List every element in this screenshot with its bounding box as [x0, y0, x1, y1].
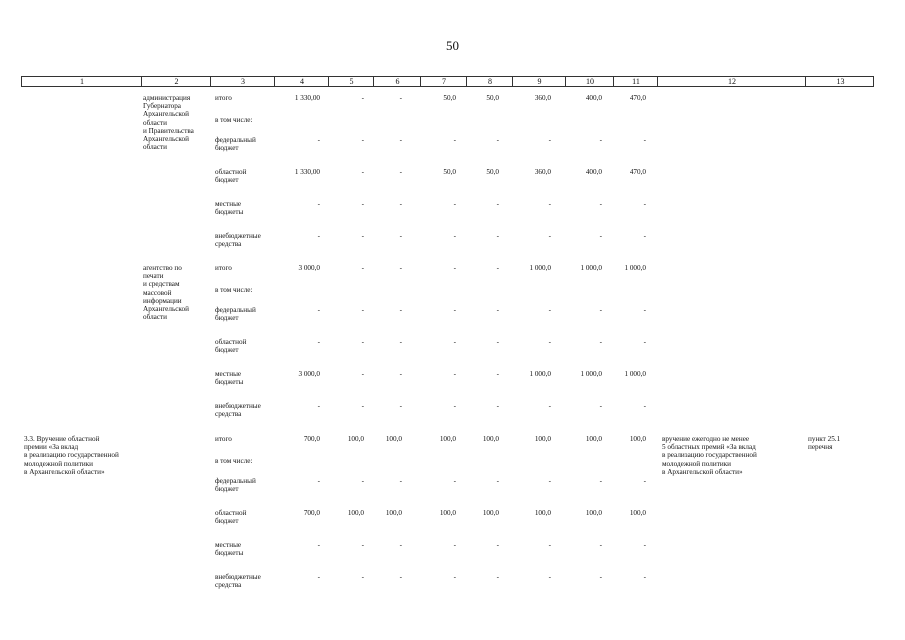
section-1-row-1-label: в том числе:: [215, 286, 253, 294]
section-2-row-2-value-9: -: [548, 477, 551, 485]
section-2-row-0-value-8: 100,0: [482, 435, 499, 443]
section-0-row-5-value-4: -: [317, 232, 320, 240]
section-1-row-2-value-4: -: [317, 306, 320, 314]
section-0-row-0-value-6: -: [399, 94, 402, 102]
section-2-row-0-value-4: 700,0: [303, 435, 320, 443]
section-1-row-0-label: итого: [215, 264, 232, 272]
section-2-row-3-value-5: 100,0: [347, 509, 364, 517]
header-col-2: 2: [141, 77, 211, 86]
section-0-row-2-value-6: -: [399, 136, 402, 144]
section-1-organization: агентство по печати и средствам массовой информации Архангельской области: [143, 264, 189, 322]
header-col-3: 3: [210, 77, 275, 86]
section-2-row-4-value-11: -: [643, 541, 646, 549]
section-0-row-0-value-9: 360,0: [534, 94, 551, 102]
section-1-row-5-value-10: -: [599, 402, 602, 410]
section-2-row-4-value-7: -: [453, 541, 456, 549]
section-0-row-5-value-6: -: [399, 232, 402, 240]
section-0-row-3-value-10: 400,0: [585, 168, 602, 176]
page-number: 50: [446, 38, 459, 53]
section-1-row-5-value-5: -: [361, 402, 364, 410]
section-1-row-2-label: федеральный бюджет: [215, 306, 256, 323]
section-1-row-5-label: внебюджетные средства: [215, 402, 261, 419]
header-col-9: 9: [512, 77, 566, 86]
section-2-row-2-value-8: -: [496, 477, 499, 485]
header-col-7: 7: [420, 77, 467, 86]
section-1-row-0-value-6: -: [399, 264, 402, 272]
section-2-result: вручение ежегодно не менее 5 областных премий «За вклад в реализацию государственной молодежной политики в Архангельской области»: [662, 435, 757, 476]
section-2-row-0-value-5: 100,0: [347, 435, 364, 443]
section-1-row-2-value-9: -: [548, 306, 551, 314]
section-1-row-5-value-4: -: [317, 402, 320, 410]
section-0-row-0-value-7: 50,0: [443, 94, 456, 102]
section-2-row-5-value-5: -: [361, 573, 364, 581]
section-2-row-2-value-7: -: [453, 477, 456, 485]
section-2-row-5-value-6: -: [399, 573, 402, 581]
section-0-row-3-label: областной бюджет: [215, 168, 247, 185]
section-0-row-2-value-9: -: [548, 136, 551, 144]
section-0-row-2-value-8: -: [496, 136, 499, 144]
header-col-6: 6: [373, 77, 421, 86]
section-2-row-2-value-10: -: [599, 477, 602, 485]
section-2-row-4-value-5: -: [361, 541, 364, 549]
section-1-row-4-value-4: 3 000,0: [298, 370, 320, 378]
header-col-12: 12: [657, 77, 806, 86]
section-2-row-5-value-4: -: [317, 573, 320, 581]
section-1-row-4-value-10: 1 000,0: [580, 370, 602, 378]
section-0-row-4-label: местные бюджеты: [215, 200, 244, 217]
section-1-row-3-value-6: -: [399, 338, 402, 346]
section-2-row-5-value-8: -: [496, 573, 499, 581]
section-0-row-0-value-8: 50,0: [486, 94, 499, 102]
section-1-row-5-value-9: -: [548, 402, 551, 410]
section-0-row-2-value-7: -: [453, 136, 456, 144]
section-1-row-3-value-11: -: [643, 338, 646, 346]
section-0-row-5-value-9: -: [548, 232, 551, 240]
section-2-row-5-value-7: -: [453, 573, 456, 581]
section-1-row-2-value-8: -: [496, 306, 499, 314]
section-2-row-0-value-7: 100,0: [439, 435, 456, 443]
section-0-row-5-value-7: -: [453, 232, 456, 240]
section-0-row-2-value-5: -: [361, 136, 364, 144]
section-1-row-3-label: областной бюджет: [215, 338, 247, 355]
section-2-row-2-value-4: -: [317, 477, 320, 485]
header-col-1: 1: [80, 77, 84, 86]
section-2-row-5-value-10: -: [599, 573, 602, 581]
section-0-row-3-value-11: 470,0: [629, 168, 646, 176]
section-0-row-3-value-4: 1 330,00: [294, 168, 320, 176]
section-1-row-3-value-8: -: [496, 338, 499, 346]
section-2-row-4-label: местные бюджеты: [215, 541, 244, 558]
section-2-row-2-label: федеральный бюджет: [215, 477, 256, 494]
section-1-row-3-value-4: -: [317, 338, 320, 346]
section-1-row-2-value-7: -: [453, 306, 456, 314]
section-0-row-5-label: внебюджетные средства: [215, 232, 261, 249]
header-col-4: 4: [274, 77, 329, 86]
section-2-row-0-value-6: 100,0: [385, 435, 402, 443]
section-1-row-5-value-7: -: [453, 402, 456, 410]
section-0-row-3-value-8: 50,0: [486, 168, 499, 176]
section-2-row-4-value-4: -: [317, 541, 320, 549]
section-0-row-3-value-7: 50,0: [443, 168, 456, 176]
section-1-row-5-value-8: -: [496, 402, 499, 410]
section-2-row-0-value-9: 100,0: [534, 435, 551, 443]
section-1-row-0-value-11: 1 000,0: [624, 264, 646, 272]
section-2-row-3-value-7: 100,0: [439, 509, 456, 517]
section-2-row-3-value-11: 100,0: [629, 509, 646, 517]
section-2-reference: пункт 25.1 перечня: [808, 435, 841, 452]
section-0-row-0-label: итого: [215, 94, 232, 102]
section-0-row-0-value-10: 400,0: [585, 94, 602, 102]
section-0-row-5-value-10: -: [599, 232, 602, 240]
section-2-row-0-label: итого: [215, 435, 232, 443]
section-0-row-5-value-5: -: [361, 232, 364, 240]
section-2-row-0-value-11: 100,0: [629, 435, 646, 443]
section-0-row-2-value-11: -: [643, 136, 646, 144]
section-2-row-3-value-6: 100,0: [385, 509, 402, 517]
table-header-row: [21, 76, 874, 87]
section-1-row-3-value-5: -: [361, 338, 364, 346]
section-0-row-4-value-4: -: [317, 200, 320, 208]
header-col-11: 11: [613, 77, 658, 86]
section-0-row-5-value-8: -: [496, 232, 499, 240]
section-1-row-4-value-7: -: [453, 370, 456, 378]
section-2-row-4-value-8: -: [496, 541, 499, 549]
header-col-13: 13: [805, 77, 875, 86]
section-0-row-4-value-10: -: [599, 200, 602, 208]
section-0-organization: администрация Губернатора Архангельской области и Правительства Архангельской области: [143, 94, 194, 152]
section-1-row-3-value-9: -: [548, 338, 551, 346]
section-1-row-0-value-8: -: [496, 264, 499, 272]
section-0-row-3-value-6: -: [399, 168, 402, 176]
section-2-row-1-label: в том числе:: [215, 457, 253, 465]
section-2-row-5-value-11: -: [643, 573, 646, 581]
section-2-row-2-value-11: -: [643, 477, 646, 485]
section-0-row-4-value-11: -: [643, 200, 646, 208]
section-1-row-2-value-6: -: [399, 306, 402, 314]
section-1-row-3-value-10: -: [599, 338, 602, 346]
section-2-row-2-value-6: -: [399, 477, 402, 485]
header-col-5: 5: [328, 77, 374, 86]
section-1-row-2-value-5: -: [361, 306, 364, 314]
section-1-row-0-value-4: 3 000,0: [298, 264, 320, 272]
section-1-row-2-value-10: -: [599, 306, 602, 314]
section-0-row-4-value-8: -: [496, 200, 499, 208]
section-0-row-0-value-5: -: [361, 94, 364, 102]
section-0-row-1-label: в том числе:: [215, 116, 253, 124]
section-1-row-4-value-11: 1 000,0: [624, 370, 646, 378]
section-2-row-3-value-8: 100,0: [482, 509, 499, 517]
section-1-row-4-value-5: -: [361, 370, 364, 378]
section-1-row-3-value-7: -: [453, 338, 456, 346]
section-2-row-2-value-5: -: [361, 477, 364, 485]
section-0-row-2-value-4: -: [317, 136, 320, 144]
section-1-row-4-label: местные бюджеты: [215, 370, 244, 387]
section-0-row-4-value-9: -: [548, 200, 551, 208]
section-1-row-0-value-10: 1 000,0: [580, 264, 602, 272]
section-2-row-4-value-10: -: [599, 541, 602, 549]
section-2-row-3-value-10: 100,0: [585, 509, 602, 517]
section-0-row-4-value-7: -: [453, 200, 456, 208]
section-2-row-5-label: внебюджетные средства: [215, 573, 261, 590]
section-2-row-4-value-9: -: [548, 541, 551, 549]
section-0-row-2-label: федеральный бюджет: [215, 136, 256, 153]
section-1-row-5-value-11: -: [643, 402, 646, 410]
section-1-row-4-value-9: 1 000,0: [529, 370, 551, 378]
section-0-row-4-value-5: -: [361, 200, 364, 208]
section-2-row-0-value-10: 100,0: [585, 435, 602, 443]
section-1-row-0-value-9: 1 000,0: [529, 264, 551, 272]
section-1-row-2-value-11: -: [643, 306, 646, 314]
section-1-row-0-value-7: -: [453, 264, 456, 272]
section-1-row-4-value-8: -: [496, 370, 499, 378]
section-0-row-2-value-10: -: [599, 136, 602, 144]
section-2-row-3-value-4: 700,0: [303, 509, 320, 517]
section-2-row-5-value-9: -: [548, 573, 551, 581]
header-col-10: 10: [565, 77, 614, 86]
section-0-row-3-value-9: 360,0: [534, 168, 551, 176]
section-1-row-5-value-6: -: [399, 402, 402, 410]
section-1-row-0-value-5: -: [361, 264, 364, 272]
section-0-row-0-value-11: 470,0: [629, 94, 646, 102]
section-0-row-4-value-6: -: [399, 200, 402, 208]
section-2-row-4-value-6: -: [399, 541, 402, 549]
section-2-row-3-label: областной бюджет: [215, 509, 247, 526]
header-col-8: 8: [466, 77, 513, 86]
section-0-row-0-value-4: 1 330,00: [294, 94, 320, 102]
section-1-row-4-value-6: -: [399, 370, 402, 378]
section-2-row-3-value-9: 100,0: [534, 509, 551, 517]
section-2-activity: 3.3. Вручение областной премии «За вклад в реализацию государственной молодежной политики в Архангельской области»: [24, 435, 119, 476]
section-0-row-3-value-5: -: [361, 168, 364, 176]
section-0-row-5-value-11: -: [643, 232, 646, 240]
